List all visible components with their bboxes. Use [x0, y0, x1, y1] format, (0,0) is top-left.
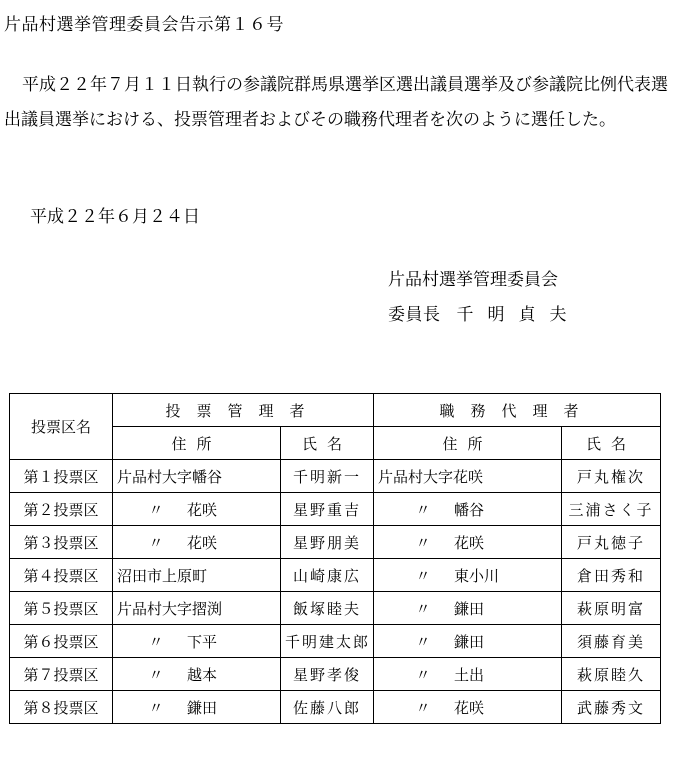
deputy-address-sub: 土出: [454, 665, 485, 684]
ditto-mark: 〃: [415, 533, 431, 552]
ditto-mark: 〃: [415, 632, 431, 651]
notice-body: 平成２２年７月１１日執行の参議院群馬県選挙区選出議員選挙及び参議院比例代表選出議員選挙における、投票管理者およびその職務代理者を次のように選任した。: [4, 75, 668, 130]
manager-address: [113, 592, 281, 625]
manager-name-cell: 千明新一: [281, 460, 374, 493]
deputy-name-cell: 武藤秀文: [562, 691, 661, 724]
manager-address: [113, 460, 281, 493]
appointment-table: [9, 393, 661, 724]
deputy-address-sub: 花咲: [454, 698, 485, 717]
manager-address-sub: 花咲: [187, 533, 218, 552]
table-row: [10, 592, 661, 625]
manager-name-cell: 星野朋美: [281, 526, 374, 559]
ditto-mark: 〃: [415, 698, 431, 717]
deputy-name-header: 氏名: [562, 427, 661, 460]
manager-name-cell: 山崎康広: [281, 559, 374, 592]
manager-address: [113, 691, 281, 724]
deputy-address: [374, 559, 562, 592]
ditto-mark: 〃: [148, 665, 164, 684]
deputy-address-sub: 鎌田: [454, 632, 485, 651]
manager-name-cell: 星野重吉: [281, 493, 374, 526]
deputy-address: [374, 625, 562, 658]
table-row: [10, 526, 661, 559]
district-cell: 第２投票区: [10, 493, 113, 526]
deputy-name-cell: 萩原睦久: [562, 658, 661, 691]
manager-address-sub: 鎌田: [187, 698, 218, 717]
ditto-mark: 〃: [148, 500, 164, 519]
deputy-name-cell: 萩原明富: [562, 592, 661, 625]
chair-name: 千明貞夫: [456, 305, 581, 325]
manager-address-header: 住所: [113, 427, 281, 460]
deputy-address-sub: 幡谷: [454, 500, 485, 519]
manager-name-cell: 千明建太郎: [281, 625, 374, 658]
manager-address: [113, 625, 281, 658]
chair-title: 委員長: [388, 305, 441, 325]
deputy-name-cell: 三浦さく子: [562, 493, 661, 526]
table-row: [10, 691, 661, 724]
manager-address-sub: 花咲: [187, 500, 218, 519]
district-cell: 第１投票区: [10, 460, 113, 493]
manager-address-text: 片品村大字幡谷: [117, 467, 223, 486]
deputy-address: [374, 691, 562, 724]
deputy-address: [374, 493, 562, 526]
manager-name-cell: 佐藤八郎: [281, 691, 374, 724]
deputy-address-sub: 東小川: [454, 566, 500, 585]
manager-header: 投票管理者: [113, 394, 374, 427]
manager-address-text: 沼田市上原町: [117, 566, 208, 585]
ditto-mark: 〃: [415, 665, 431, 684]
manager-name-cell: 飯塚睦夫: [281, 592, 374, 625]
table-row: [10, 493, 661, 526]
deputy-address: [374, 526, 562, 559]
ditto-mark: 〃: [415, 599, 431, 618]
table-row: [10, 658, 661, 691]
deputy-address-header: 住所: [374, 427, 562, 460]
district-cell: 第７投票区: [10, 658, 113, 691]
deputy-address: [374, 658, 562, 691]
deputy-name-cell: 戸丸徳子: [562, 526, 661, 559]
deputy-name-cell: 倉田秀和: [562, 559, 661, 592]
table-row: [10, 460, 661, 493]
deputy-address-sub: 鎌田: [454, 599, 485, 618]
manager-address: [113, 559, 281, 592]
district-cell: 第８投票区: [10, 691, 113, 724]
deputy-header: 職務代理者: [374, 394, 661, 427]
district-cell: 第３投票区: [10, 526, 113, 559]
manager-address: [113, 493, 281, 526]
ditto-mark: 〃: [148, 632, 164, 651]
deputy-address-sub: 花咲: [454, 533, 485, 552]
table-body: [10, 460, 661, 724]
manager-address: [113, 526, 281, 559]
district-cell: 第４投票区: [10, 559, 113, 592]
deputy-name-cell: 戸丸権次: [562, 460, 661, 493]
manager-address-sub: 下平: [187, 632, 218, 651]
manager-address: [113, 658, 281, 691]
manager-name-header: 氏名: [281, 427, 374, 460]
notice-title: 片品村選挙管理委員会告示第１６号: [4, 15, 284, 35]
table-row: [10, 559, 661, 592]
table-row: [10, 625, 661, 658]
deputy-address-text: 片品村大字花咲: [378, 467, 484, 486]
manager-address-text: 片品村大字摺渕: [117, 599, 223, 618]
district-cell: 第６投票区: [10, 625, 113, 658]
ditto-mark: 〃: [148, 698, 164, 717]
ditto-mark: 〃: [148, 533, 164, 552]
chair-signature: [388, 300, 581, 325]
table-header-row: [10, 394, 661, 427]
manager-address-sub: 越本: [187, 665, 218, 684]
committee-name: 片品村選挙管理委員会: [388, 270, 558, 290]
ditto-mark: 〃: [415, 500, 431, 519]
deputy-address: [374, 592, 562, 625]
deputy-name-cell: 須藤育美: [562, 625, 661, 658]
deputy-address: [374, 460, 562, 493]
notice-date: 平成２２年６月２４日: [30, 207, 200, 227]
district-header: 投票区名: [10, 394, 113, 460]
district-cell: 第５投票区: [10, 592, 113, 625]
ditto-mark: 〃: [415, 566, 431, 585]
manager-name-cell: 星野孝俊: [281, 658, 374, 691]
